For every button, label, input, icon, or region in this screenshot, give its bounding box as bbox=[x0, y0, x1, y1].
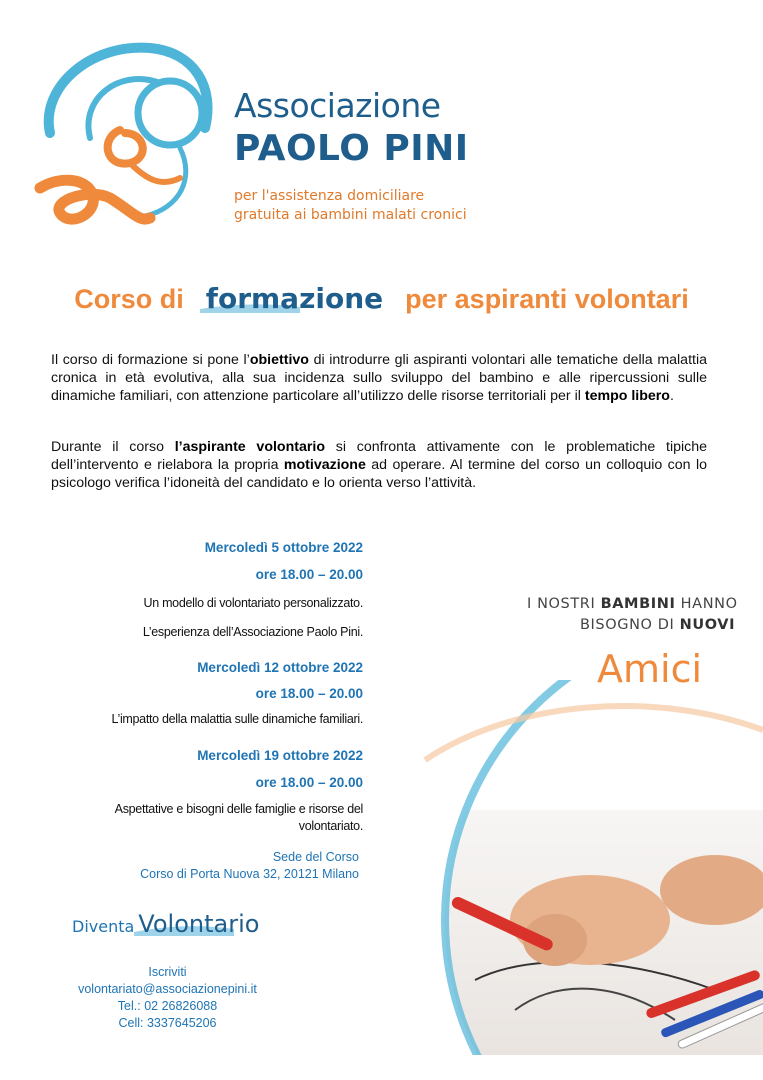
org-tagline-2: gratuita ai bambini malati cronici bbox=[234, 207, 467, 223]
logo-figure-icon bbox=[30, 38, 220, 238]
contact-email[interactable]: volontariato@associazionepini.it bbox=[78, 982, 257, 996]
session-1-desc-1: Un modello di volontariato personalizzato. bbox=[143, 596, 363, 610]
cta-diventa-volontario bbox=[72, 910, 259, 938]
session-3-desc-2: volontariato. bbox=[298, 819, 363, 833]
promo-line-1: I NOSTRI BAMBINI HANNO bbox=[527, 596, 738, 612]
session-3-desc-1: Aspettative e bisogni delle famiglie e risorse del bbox=[114, 802, 363, 816]
org-tagline-1: per l'assistenza domiciliare bbox=[234, 188, 425, 204]
session-3-date: Mercoledì 19 ottobre 2022 bbox=[197, 748, 363, 763]
title-post: per aspiranti volontari bbox=[405, 284, 689, 314]
contact-label: Iscriviti bbox=[148, 965, 187, 979]
title-highlight: formazione bbox=[205, 282, 384, 315]
title-pre: Corso di bbox=[74, 284, 184, 314]
session-3-time: ore 18.00 – 20.00 bbox=[255, 775, 363, 790]
venue-address: Corso di Porta Nuova 32, 20121 Milano bbox=[140, 867, 359, 881]
cta-volontario-box bbox=[138, 910, 259, 938]
venue-label: Sede del Corso bbox=[272, 850, 359, 864]
cta-volontario: Volontario bbox=[138, 910, 260, 938]
session-1-time: ore 18.00 – 20.00 bbox=[255, 567, 363, 582]
session-1-desc-2: L’esperienza dell’Associazione Paolo Pini. bbox=[142, 625, 363, 639]
session-1-date: Mercoledì 5 ottobre 2022 bbox=[204, 540, 363, 555]
cta-diventa: Diventa bbox=[72, 917, 135, 936]
contact-cell[interactable]: Cell: 3337645206 bbox=[118, 1016, 217, 1030]
session-2-time: ore 18.00 – 20.00 bbox=[255, 686, 363, 701]
intro-paragraph-2: Durante il corso l’aspirante volontario si confronta attivamente con le problematiche tipiche dell’intervento e rielabora la propria motivazione ad operare. Al termine del corso un colloquio con lo psicologo verifica l’idoneità del candidato e lo orienta verso l’attività. bbox=[51, 439, 708, 491]
intro-paragraph-1: Il corso di formazione si pone l’obiettivo di introdurre gli aspiranti volontari alle tematiche della malattia cronica in età evolutiva, alla sua incidenza sullo sviluppo del bambino e alle ripercussioni sulle dinamiche familiari, con attenzione particolare all’utilizzo delle risorse territoriali per il tempo libero. bbox=[51, 352, 707, 404]
page-title bbox=[0, 282, 763, 315]
org-name-line2: PAOLO PINI bbox=[234, 128, 469, 169]
child-drawing-photo bbox=[415, 680, 763, 1055]
org-name-line1: Associazione bbox=[234, 86, 441, 125]
session-2-desc-1: L’impatto della malattia sulle dinamiche familiari. bbox=[111, 712, 363, 726]
contact-tel[interactable]: Tel.: 02 26826088 bbox=[117, 999, 218, 1013]
promo-line-2: BISOGNO DI NUOVI bbox=[580, 617, 736, 633]
title-highlight-box bbox=[206, 282, 383, 315]
session-2-date: Mercoledì 12 ottobre 2022 bbox=[197, 660, 363, 675]
promo-amici: Amici bbox=[597, 647, 703, 691]
